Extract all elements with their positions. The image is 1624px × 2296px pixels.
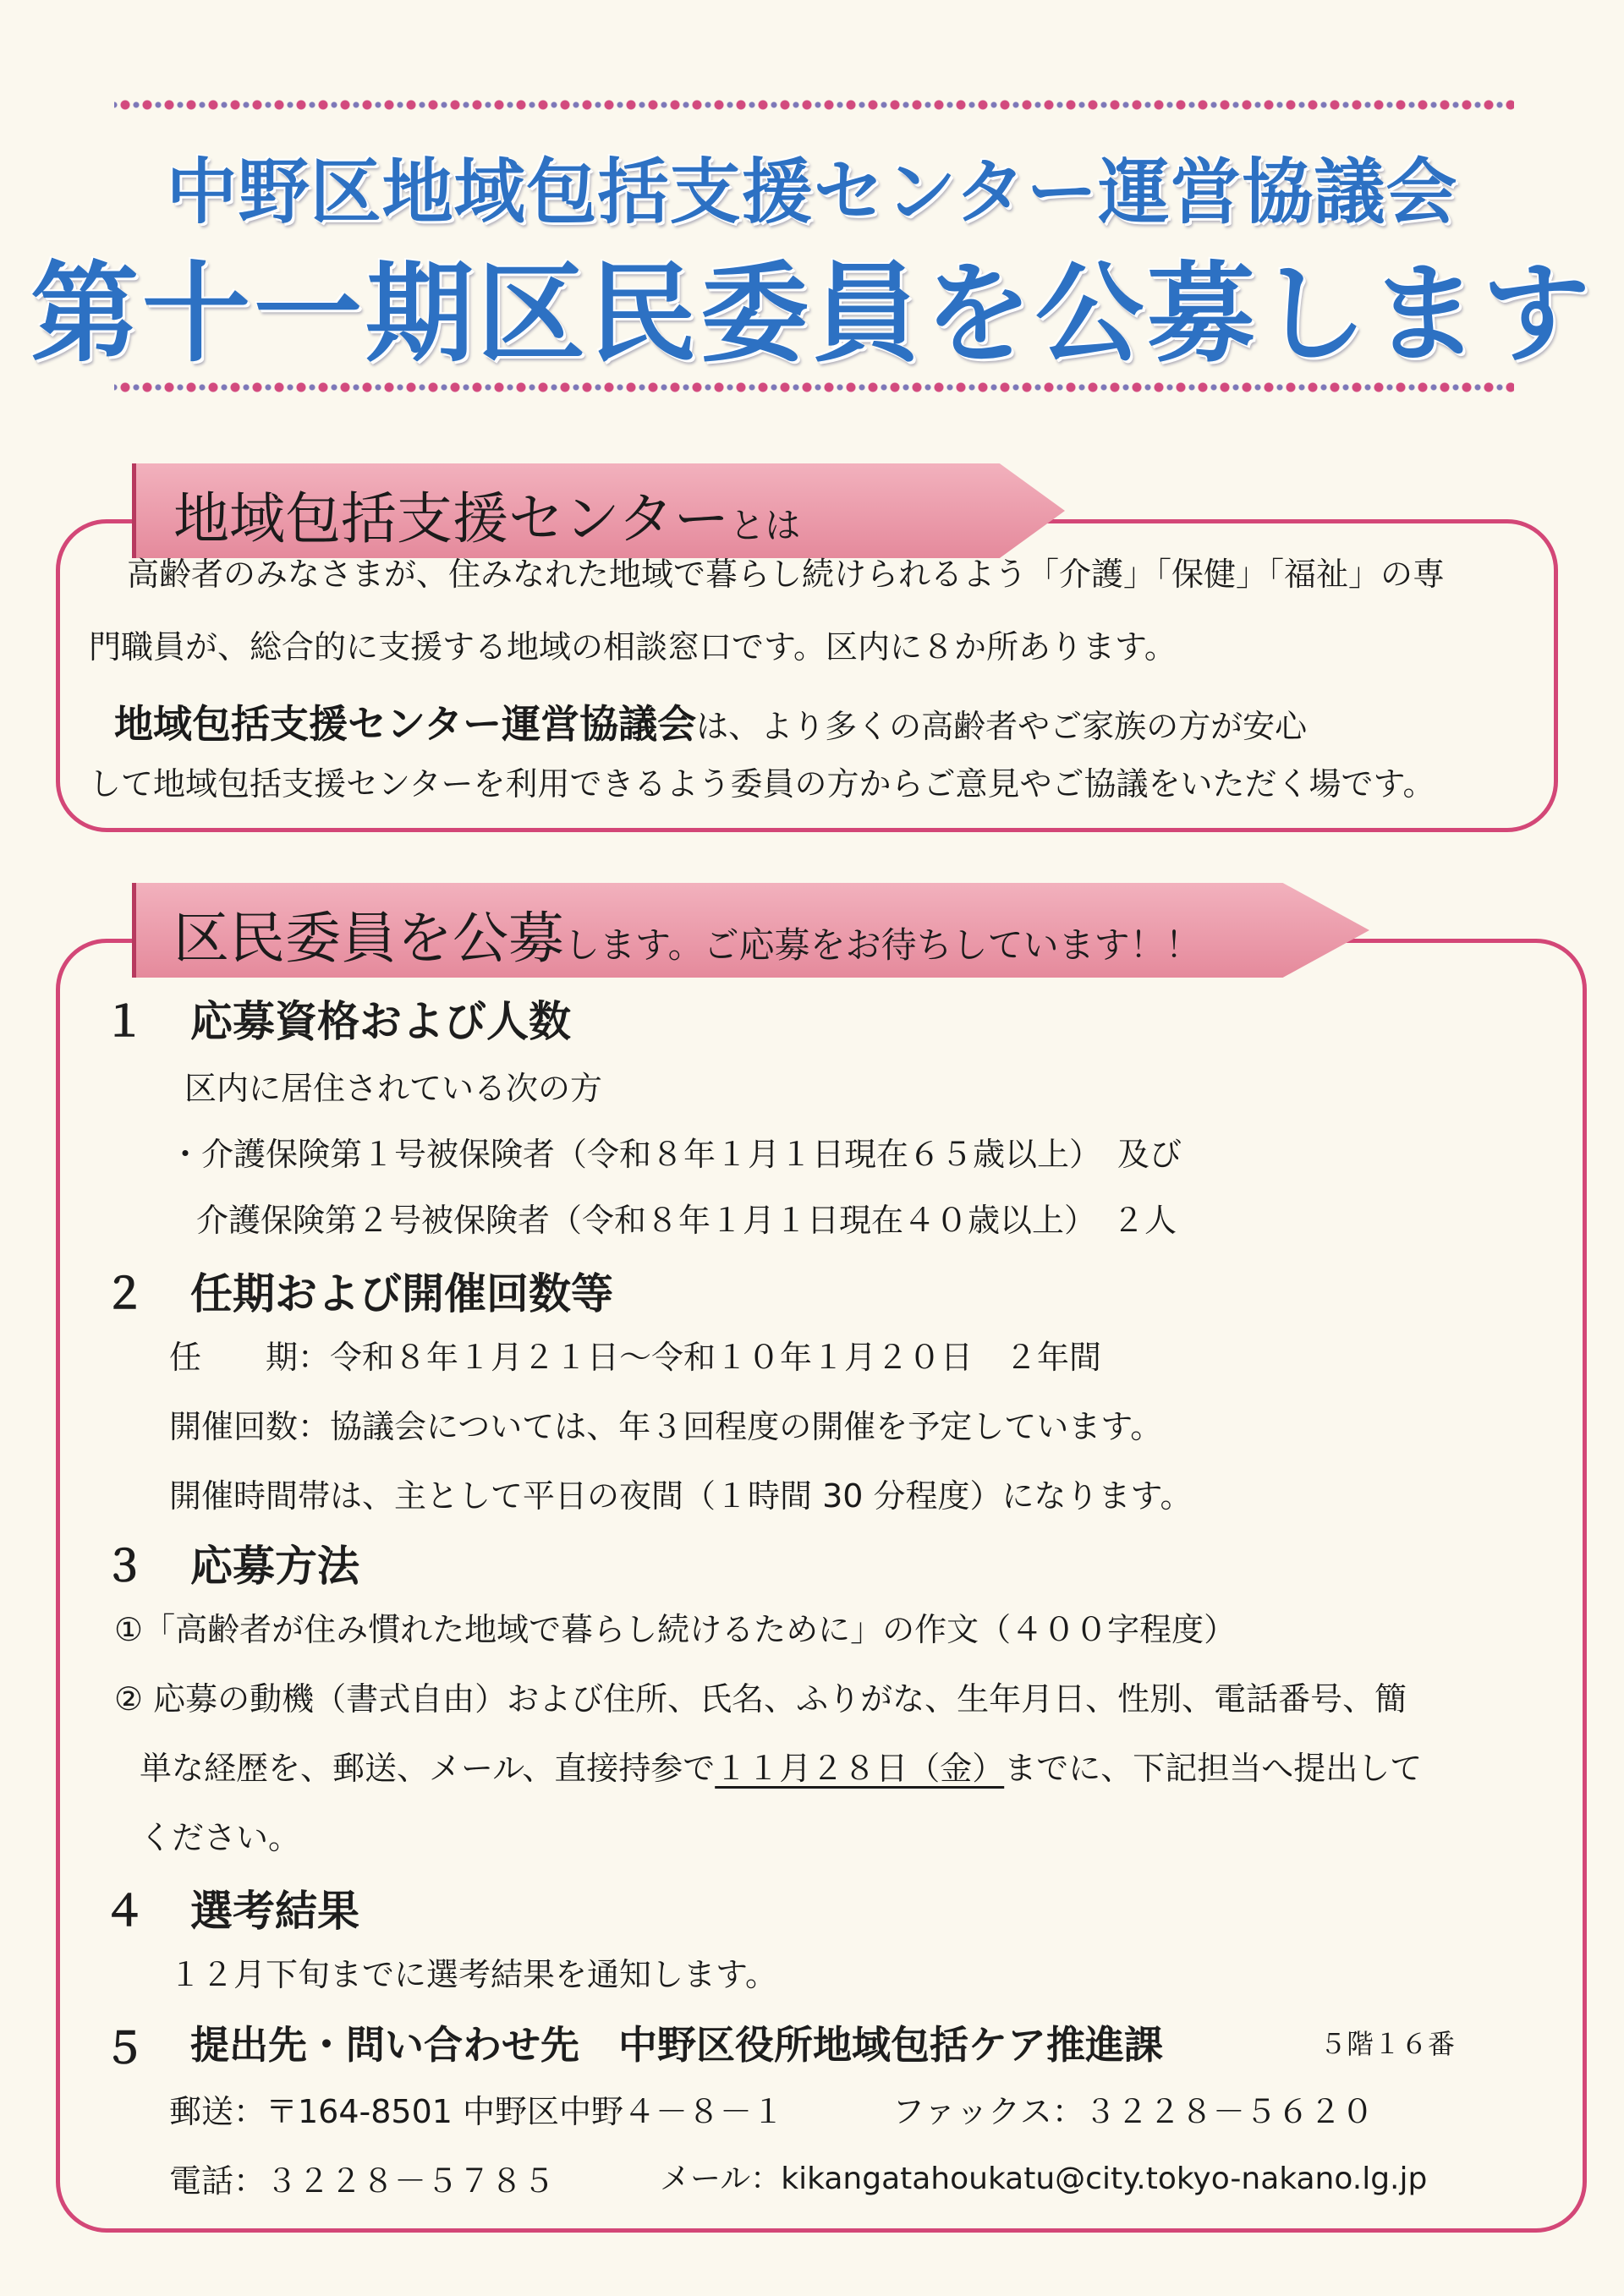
about-para2-line2: して地域包括支援センターを利用できるよう委員の方からご意見やご協議をいただく場です。	[89, 765, 1435, 803]
council-name: 地域包括支援センター運営協議会	[114, 701, 697, 747]
recruit-tab-label	[173, 893, 1201, 973]
section2-number: ２	[103, 1269, 145, 1318]
contact-email[interactable]: メール：kikangatahoukatu@city.tokyo-nakano.lg.jp	[660, 2162, 1428, 2196]
section3-line3-b: までに、下記担当へ提出して	[1004, 1750, 1423, 1787]
section2-line3: 開催時間帯は、主として平日の夜間（１時間 30 分程度）になります。	[169, 1477, 1193, 1515]
section1-line1: 区内に居住されている次の方	[184, 1070, 603, 1107]
section3-number: ３	[103, 1542, 145, 1591]
section3-title: 応募方法	[190, 1542, 359, 1591]
section1-line2: ・介護保険第１号被保険者（令和８年１月１日現在６５歳以上） 及び	[169, 1136, 1182, 1173]
section2-title: 任期および開催回数等	[190, 1269, 613, 1318]
section1-number: １	[103, 997, 145, 1046]
contact-mail: 郵送：〒164-8501 中野区中野４－８－１	[169, 2093, 785, 2130]
recruit-tab-suffix: します。ご応募をお待ちしています！！	[564, 924, 1201, 966]
section5-title: 提出先・問い合わせ先 中野区役所地域包括ケア推進課	[190, 2022, 1163, 2068]
title-line-1: 中野区地域包括支援センター運営協議会	[166, 151, 1458, 233]
contact-tel: 電話：３２２８－５７８５	[169, 2162, 556, 2200]
about-para1-line1: 高齢者のみなさまが、住みなれた地域で暮らし続けられるよう「介護」「保健」「福祉」の専	[127, 556, 1446, 593]
section3-line1: ①「高齢者が住み慣れた地域で暮らし続けるために」の作文（４００字程度）	[114, 1611, 1237, 1648]
about-tab-label	[173, 474, 800, 554]
top-decorative-border	[114, 95, 1514, 115]
section1-line3: 介護保険第２号被保険者（令和８年１月１日現在４０歳以上） ２人	[196, 1202, 1177, 1239]
section3-line4: ください。	[140, 1819, 301, 1856]
section2-line2: 開催回数：協議会については、年３回程度の開催を予定しています。	[169, 1408, 1163, 1445]
recruit-tab-title: 区民委員を公募	[173, 906, 564, 971]
section2-line1: 任 期：令和８年１月２１日～令和１０年１月２０日 ２年間	[169, 1339, 1102, 1376]
about-para1-line2: 門職員が、総合的に支援する地域の相談窓口です。区内に８か所あります。	[89, 628, 1177, 666]
section5-floor: ５階１６番	[1320, 2028, 1456, 2060]
section1-title: 応募資格および人数	[190, 997, 571, 1046]
title-line-2: 第十一期区民委員を公募します	[30, 251, 1594, 377]
deadline-date: １１月２８日（金）	[715, 1750, 1005, 1787]
section3-line3	[140, 1742, 1422, 1789]
section3-line3-a: 単な経歴を、郵送、メール、直接持参で	[140, 1750, 716, 1787]
about-tab-title: 地域包括支援センター	[173, 486, 730, 551]
section4-line1: １２月下旬までに選考結果を通知します。	[169, 1956, 777, 1993]
about-tab-suffix: とは	[729, 505, 801, 546]
section4-number: ４	[103, 1887, 145, 1936]
about-para2-line1	[114, 693, 1307, 749]
section4-title: 選考結果	[190, 1887, 359, 1936]
contact-fax: ファックス：３２２８－５６２０	[892, 2093, 1374, 2130]
section5-number: ５	[103, 2024, 145, 2073]
about-para2-rest: は、より多くの高齢者やご家族の方が安心	[696, 708, 1308, 745]
section3-line2: ② 応募の動機（書式自由）および住所、氏名、ふりがな、生年月日、性別、電話番号、簡	[114, 1680, 1407, 1718]
